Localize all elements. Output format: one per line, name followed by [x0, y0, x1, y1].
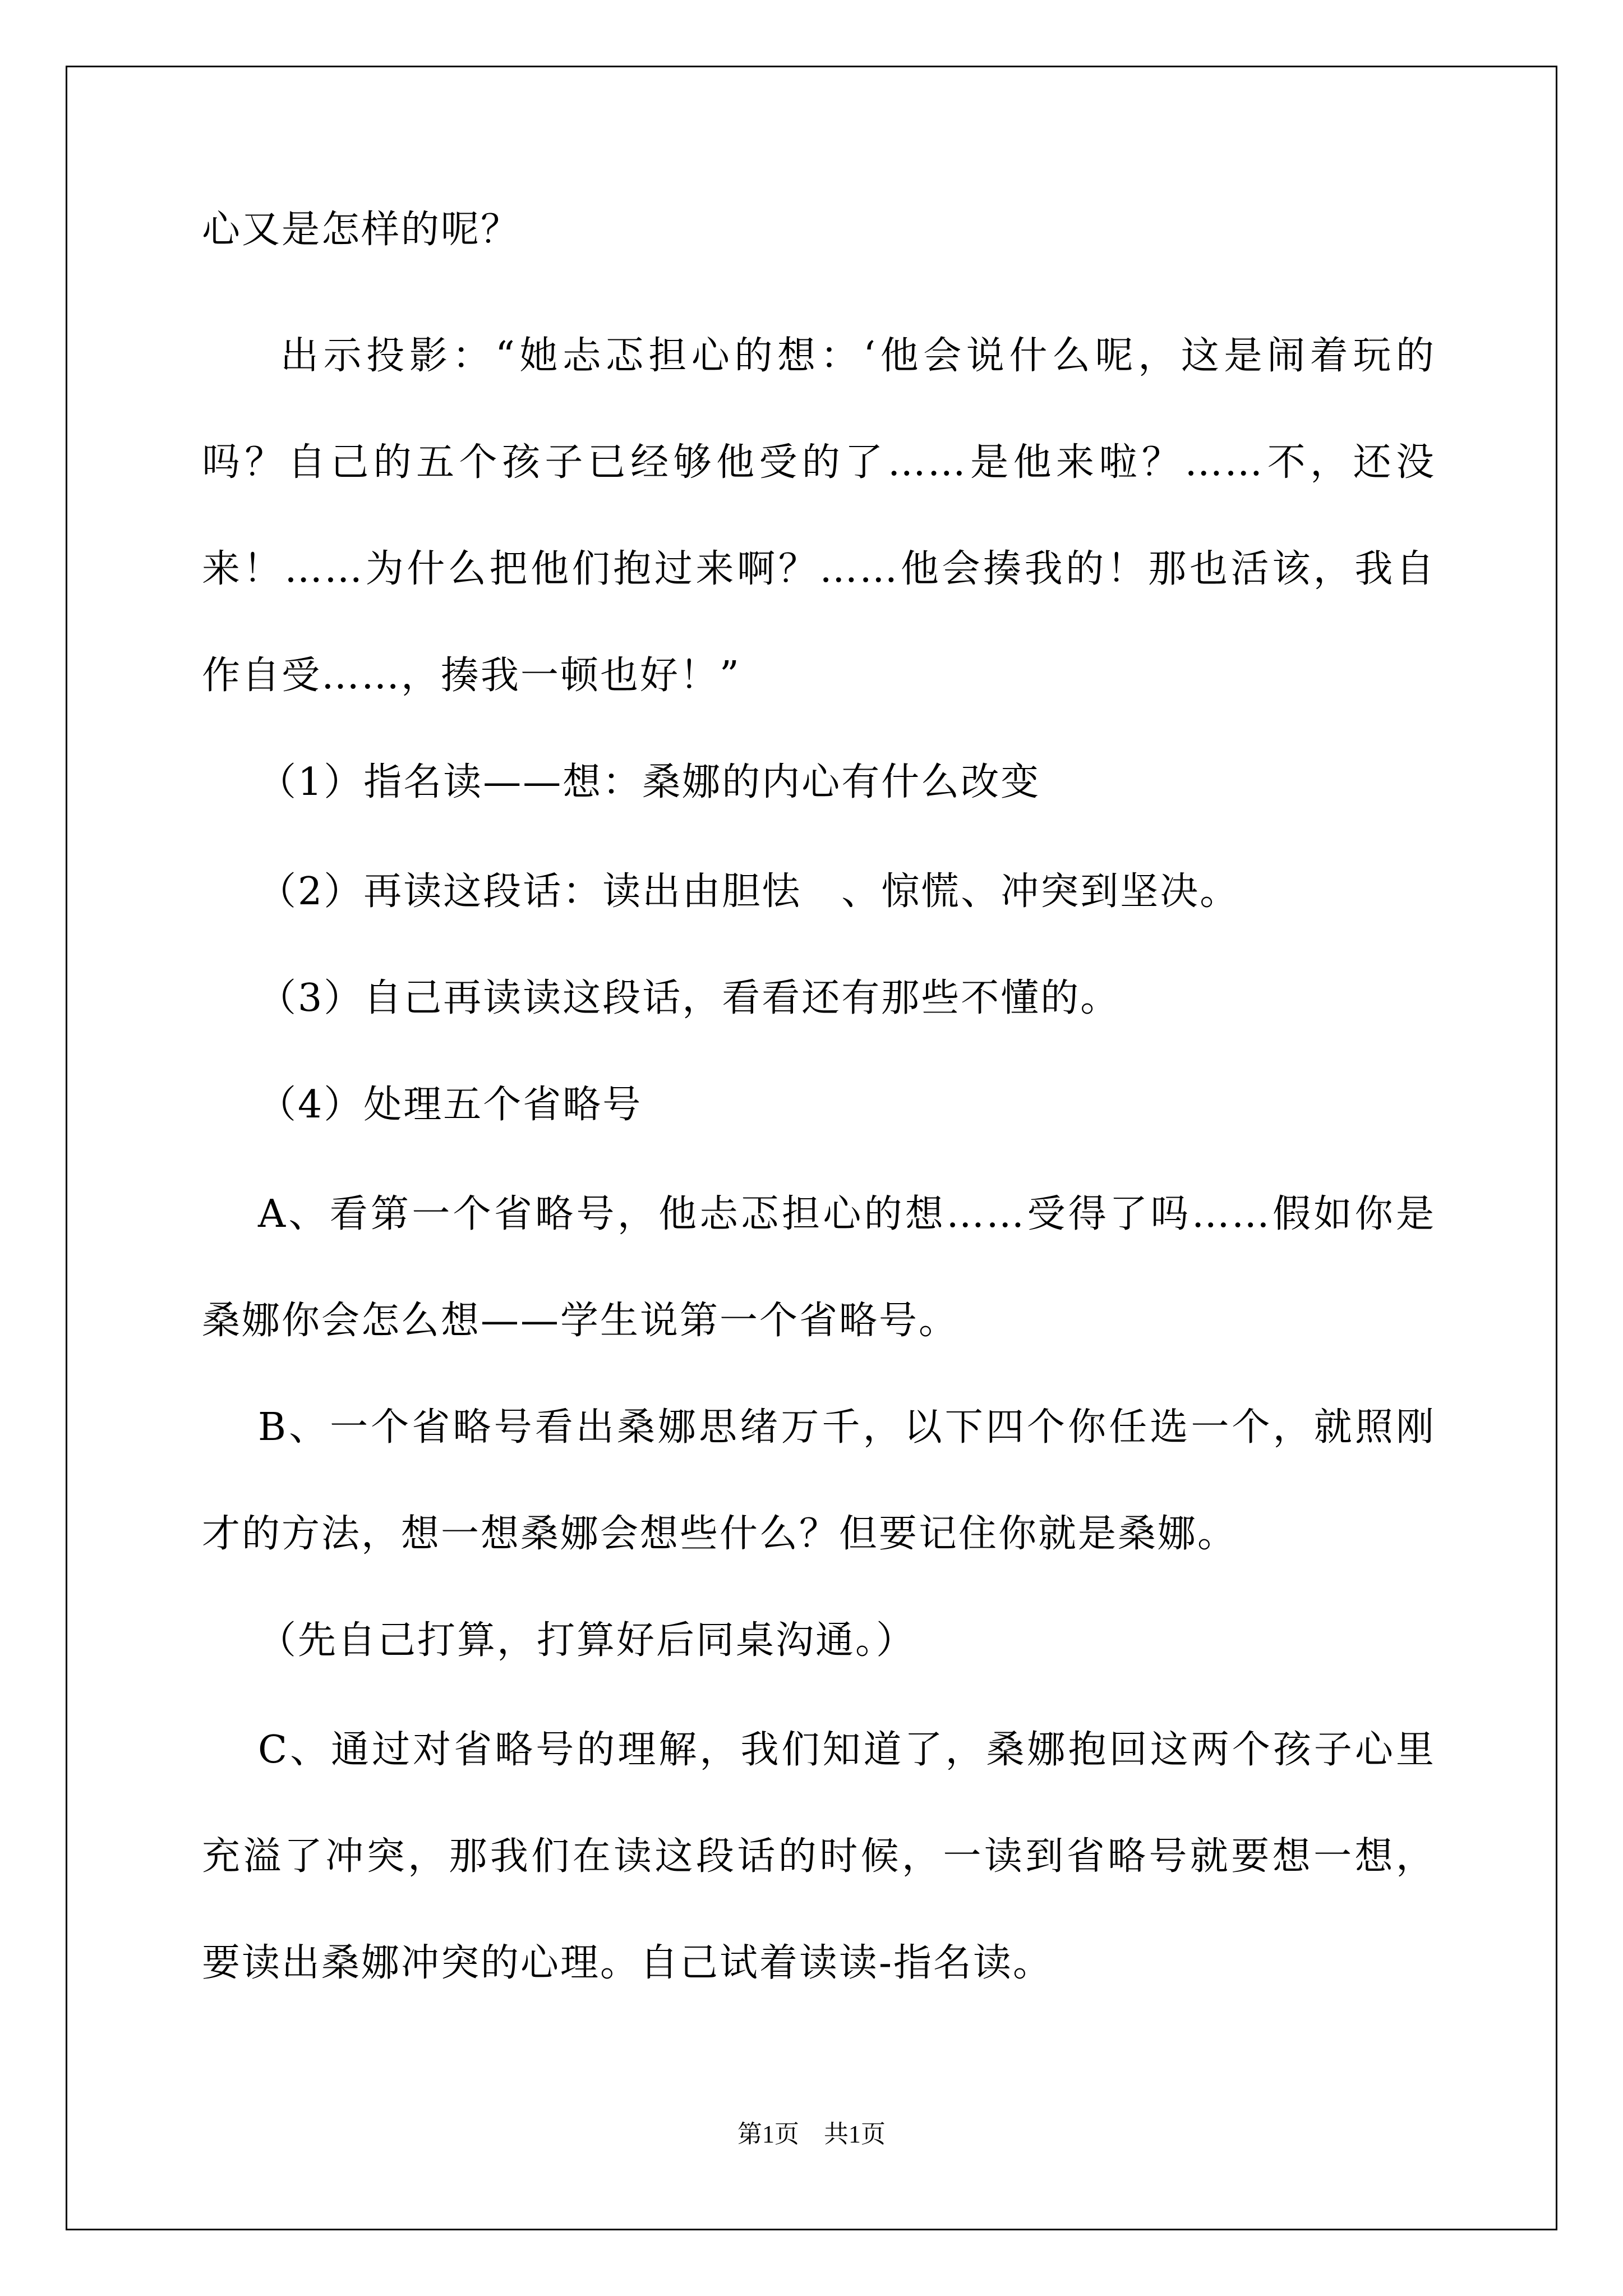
page-footer: 第1页 共1页	[737, 2120, 886, 2148]
paragraph-line: 桑娜你会怎么想——学生说第一个省略号。	[202, 1299, 959, 1343]
paragraph-line: B、一个省略号看出桑娜思绪万千，以下四个你任选一个，就照刚	[258, 1405, 1436, 1450]
list-item: （1）指名读——想：桑娜的内心有什么改变	[258, 760, 1041, 804]
paragraph-line: 才的方法，想一想桑娜会想些什么？但要记住你就是桑娜。	[202, 1512, 1238, 1556]
paragraph-line: C、通过对省略号的理解，我们知道了，桑娜抱回这两个孩子心里	[258, 1728, 1436, 1772]
paragraph-line: 出示投影：“她忐忑担心的想：‘他会说什么呢，这是闹着玩的	[280, 334, 1436, 378]
paragraph-line: 心又是怎样的呢？	[202, 208, 521, 252]
paragraph-line: 要读出桑娜冲突的心理。自己试着读读-指名读。	[202, 1941, 1053, 1985]
page-border	[66, 66, 1557, 2230]
list-item: （3）自己再读读这段话，看看还有那些不懂的。	[258, 976, 1121, 1020]
paragraph-line: 充溢了冲突，那我们在读这段话的时候，一读到省略号就要想一想，	[202, 1834, 1436, 1879]
list-item: （4）处理五个省略号	[258, 1083, 643, 1127]
list-item: （2）再读这段话：读出由胆怯 、惊慌、冲突到坚决。	[258, 869, 1240, 914]
paragraph-line: A、看第一个省略号，他忐忑担心的想……受得了吗……假如你是	[258, 1192, 1436, 1236]
paragraph-line: （先自己打算，打算好后同桌沟通。）	[258, 1618, 916, 1663]
paragraph-line: 来！……为什么把他们抱过来啊？……他会揍我的！那也活该，我自	[202, 547, 1436, 591]
paragraph-line: 作自受……，揍我一顿也好！”	[202, 654, 741, 698]
paragraph-line: 吗？自己的五个孩子已经够他受的了……是他来啦？……不，还没	[202, 440, 1436, 485]
